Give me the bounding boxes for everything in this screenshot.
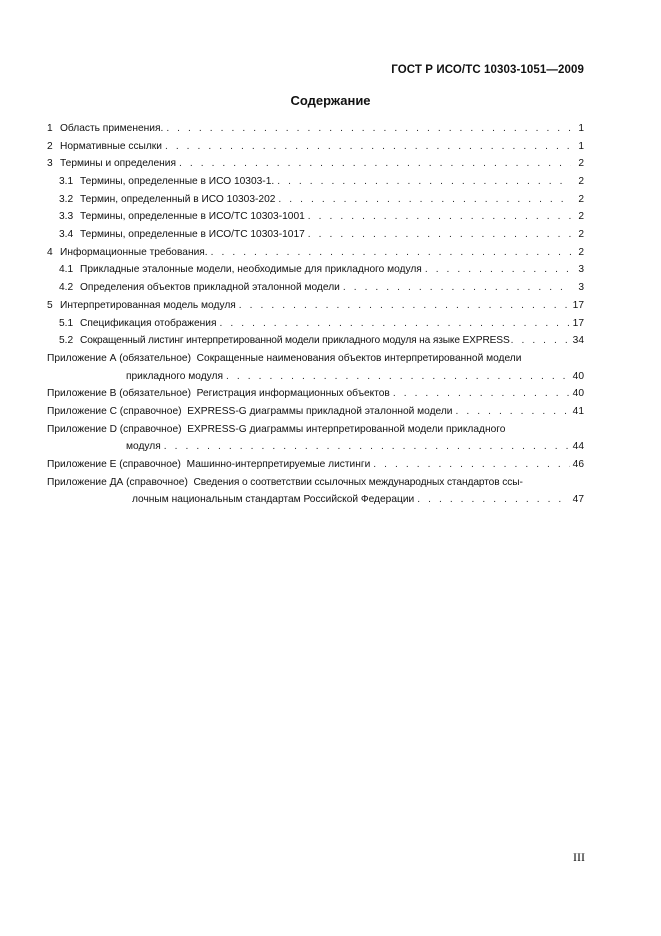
toc-label: Область применения. xyxy=(60,122,164,134)
toc-number: 2 xyxy=(47,140,53,152)
toc-page: 17 xyxy=(572,299,584,311)
dot-leader xyxy=(226,368,570,386)
dot-leader xyxy=(308,208,571,226)
appendix-e[interactable] xyxy=(47,456,584,474)
appendix-label: Приложение Е (справочное) xyxy=(47,459,181,471)
appendix-b[interactable] xyxy=(47,385,584,403)
toc-entry-3-2[interactable] xyxy=(47,191,584,209)
toc-label: Термины и определения xyxy=(60,158,176,170)
appendix-title: Сведения о соответствии ссылочных международных стандартов ссы- xyxy=(193,476,523,488)
toc-number: 5.2 xyxy=(59,335,74,347)
toc-page: 40 xyxy=(572,388,584,400)
toc-entry-4-2[interactable] xyxy=(47,279,584,297)
dot-leader xyxy=(277,173,571,191)
page-title: Содержание xyxy=(290,93,371,108)
toc-label: Спецификация отображения xyxy=(80,317,217,329)
toc-page: 34 xyxy=(572,335,584,347)
dot-leader xyxy=(164,438,570,456)
dot-leader xyxy=(165,138,571,156)
appendix-label: Приложение ДА (справочное) xyxy=(47,476,188,488)
dot-leader xyxy=(425,261,571,279)
appendix-title-cont: модуля xyxy=(126,441,161,453)
toc-label: Определения объектов прикладной эталонной модели xyxy=(80,282,340,294)
toc-number: 3 xyxy=(47,158,53,170)
dot-leader xyxy=(166,120,571,138)
toc-label: Термины, определенные в ИСО 10303-1. xyxy=(80,176,275,188)
toc-label: Термин, определенный в ИСО 10303-202 xyxy=(80,193,276,205)
toc-page: 46 xyxy=(572,459,584,471)
toc-entry-3-3[interactable] xyxy=(47,208,584,226)
toc-number: 4.1 xyxy=(59,264,74,276)
toc-entry-5[interactable] xyxy=(47,297,584,315)
toc-entry-4-1[interactable] xyxy=(47,262,584,280)
toc-number: 1 xyxy=(47,122,53,134)
appendix-label: Приложение С (справочное) xyxy=(47,405,182,417)
toc-page: 17 xyxy=(572,317,584,329)
dot-leader xyxy=(308,226,571,244)
toc-page: 40 xyxy=(572,370,584,382)
toc-number: 5.1 xyxy=(59,317,74,329)
toc-label: Термины, определенные в ИСО/ТС 10303-1001 xyxy=(80,211,305,223)
dot-leader xyxy=(278,191,571,209)
appendix-d[interactable] xyxy=(47,421,584,456)
toc-page: 1 xyxy=(578,122,584,134)
dot-leader xyxy=(393,385,570,403)
toc-entry-1[interactable] xyxy=(47,120,584,138)
toc-label: Информационные требования. xyxy=(60,246,208,258)
toc-page: 2 xyxy=(578,158,584,170)
toc-entry-5-1[interactable] xyxy=(47,315,584,333)
toc-label: Интерпретированная модель модуля xyxy=(60,299,236,311)
dot-leader xyxy=(511,332,572,350)
toc-number: 3.4 xyxy=(59,229,74,241)
dot-leader xyxy=(373,456,569,474)
toc-label: Прикладные эталонные модели, необходимые для прикладного модуля xyxy=(80,264,422,276)
dot-leader xyxy=(343,279,571,297)
toc-number: 5 xyxy=(47,299,53,311)
appendix-label: Приложение В (обязательное) xyxy=(47,388,191,400)
appendix-title-cont: прикладного модуля xyxy=(126,370,223,382)
toc-page: 3 xyxy=(578,282,584,294)
toc-page: 2 xyxy=(578,246,584,258)
dot-leader xyxy=(211,244,571,262)
table-of-contents xyxy=(47,120,584,509)
toc-page: 3 xyxy=(578,264,584,276)
document-code-header: ГОСТ Р ИСО/ТС 10303-1051—2009 xyxy=(391,64,584,76)
appendix-c[interactable] xyxy=(47,403,584,421)
toc-entry-3-1[interactable] xyxy=(47,173,584,191)
appendix-label: Приложение А (обязательное) xyxy=(47,352,191,364)
appendix-label: Приложение D (справочное) xyxy=(47,423,182,435)
toc-page: 2 xyxy=(578,229,584,241)
toc-label: Термины, определенные в ИСО/ТС 10303-1017 xyxy=(80,229,305,241)
toc-entry-5-2[interactable] xyxy=(47,332,584,350)
toc-label: Сокращенный листинг интерпретированной модели прикладного модуля на языке EXPRESS xyxy=(80,335,510,347)
toc-entry-4[interactable] xyxy=(47,244,584,262)
dot-leader xyxy=(239,297,570,315)
appendix-a[interactable] xyxy=(47,350,584,385)
toc-label: Нормативные ссылки xyxy=(60,140,162,152)
dot-leader xyxy=(456,403,570,421)
dot-leader xyxy=(417,491,569,509)
dot-leader xyxy=(220,315,570,333)
toc-entry-3-4[interactable] xyxy=(47,226,584,244)
toc-number: 4.2 xyxy=(59,282,74,294)
appendix-title: Машинно-интерпретируемые листинги xyxy=(186,459,371,471)
toc-number: 3.3 xyxy=(59,211,74,223)
appendix-title: Регистрация информационных объектов xyxy=(196,388,390,400)
toc-number: 3.1 xyxy=(59,176,74,188)
appendix-da[interactable] xyxy=(47,474,584,509)
toc-entry-3[interactable] xyxy=(47,155,584,173)
toc-page: 2 xyxy=(578,211,584,223)
toc-page: 2 xyxy=(578,193,584,205)
dot-leader xyxy=(179,155,571,173)
toc-page: 2 xyxy=(578,176,584,188)
toc-page: 47 xyxy=(572,494,584,506)
page-number: III xyxy=(573,850,585,864)
appendix-title: Сокращенные наименования объектов интерпретированной модели xyxy=(196,352,522,364)
toc-page: 44 xyxy=(572,441,584,453)
toc-page: 1 xyxy=(578,140,584,152)
toc-number: 4 xyxy=(47,246,53,258)
appendix-title: EXPRESS-G диаграммы прикладной эталонной модели xyxy=(187,405,453,417)
appendix-title-cont: лочным национальным стандартам Российской Федерации xyxy=(132,494,415,506)
appendix-title: EXPRESS-G диаграммы интерпретированной модели прикладного xyxy=(187,423,506,435)
toc-page: 41 xyxy=(572,405,584,417)
toc-entry-2[interactable] xyxy=(47,138,584,156)
toc-number: 3.2 xyxy=(59,193,74,205)
